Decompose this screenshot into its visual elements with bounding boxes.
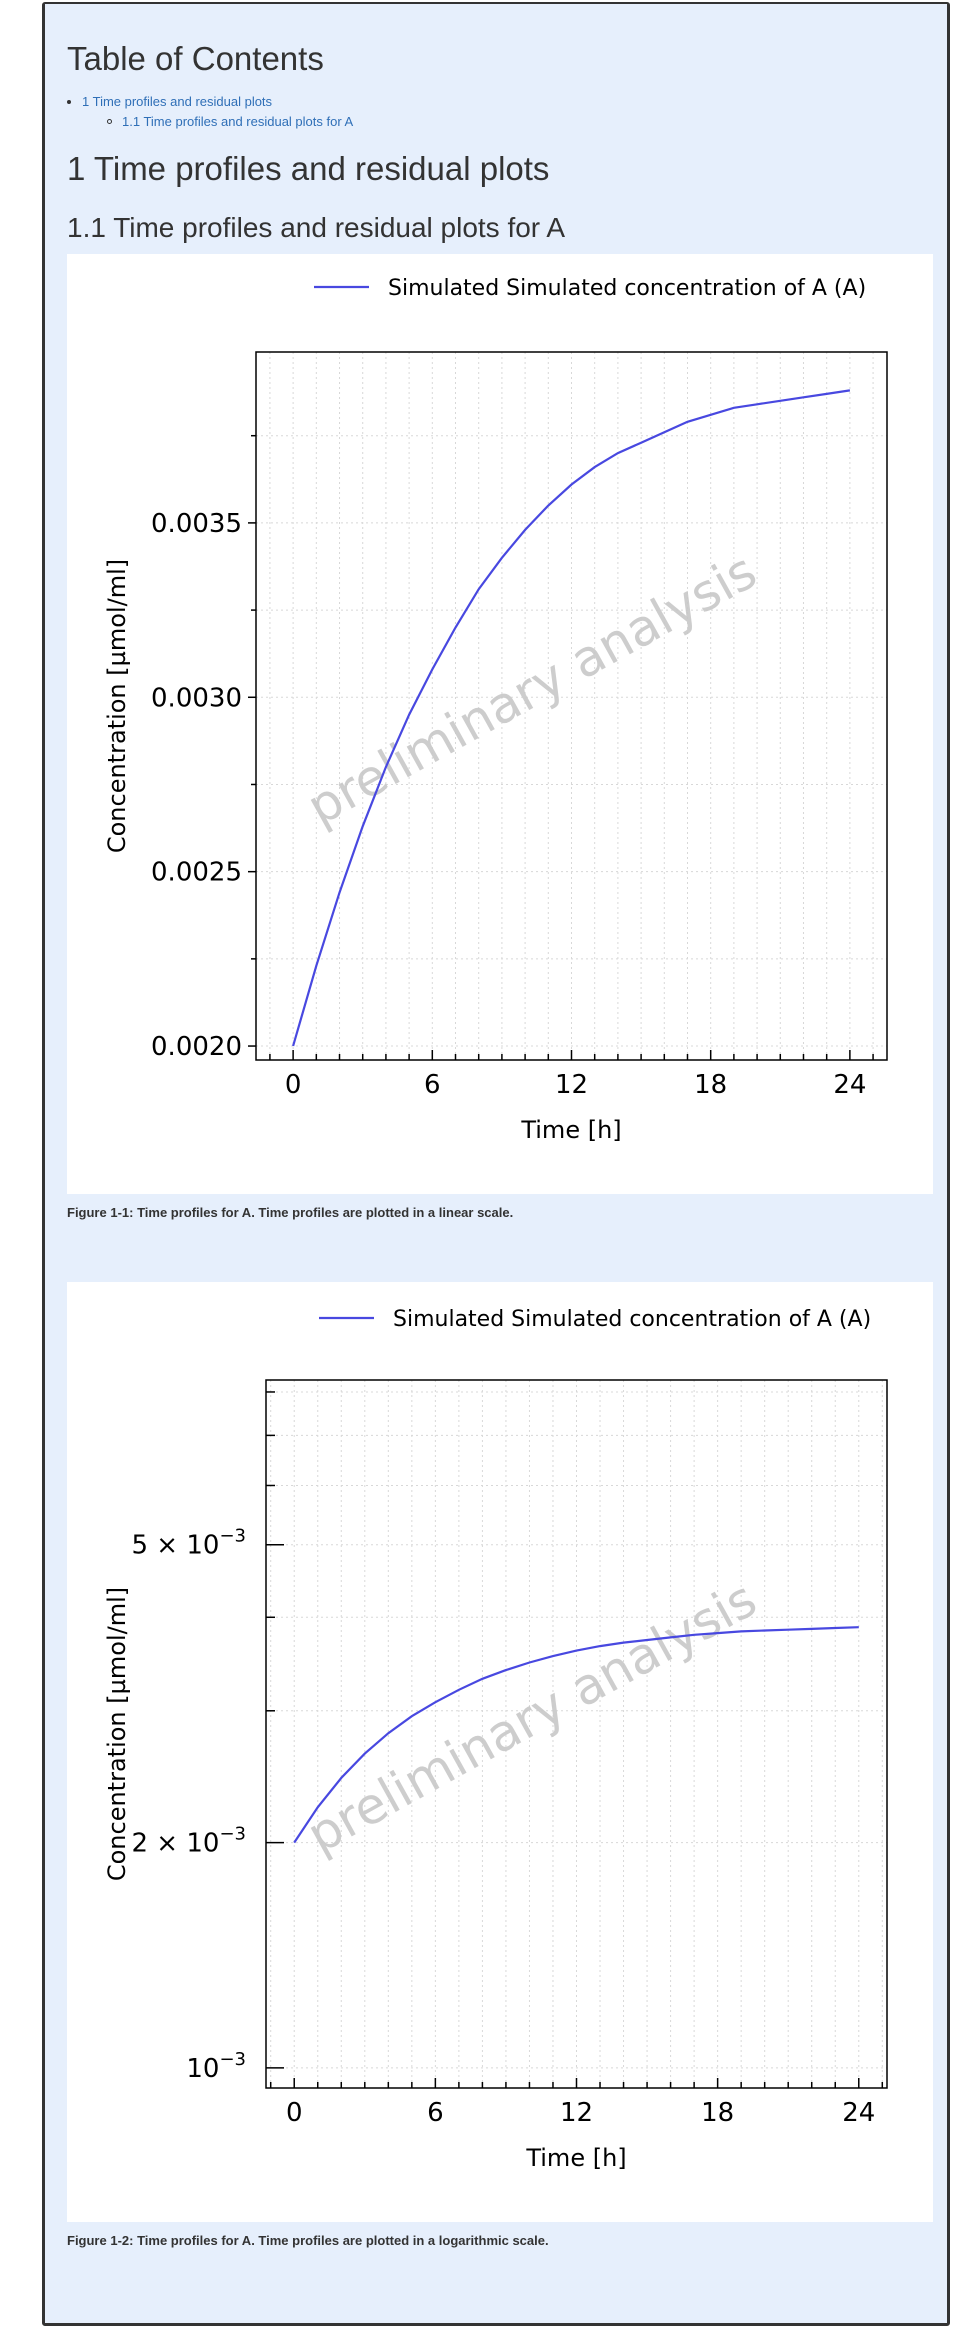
chart1-watermark: preliminary analysis xyxy=(297,1569,766,1865)
section-title: 1 Time profiles and residual plots xyxy=(67,150,550,187)
log-time-profile-chart xyxy=(67,1282,933,2222)
figure-2-box xyxy=(67,1282,933,2222)
toc-link-section-1-1[interactable]: 1.1 Time profiles and residual plots for A xyxy=(122,114,354,129)
chart0-y-axis-label: Concentration [µmol/ml] xyxy=(103,558,131,854)
chart1-y-tick-label: $2 \times 10^{-3}$ xyxy=(131,1823,246,1859)
toc-title: Table of Contents xyxy=(67,40,324,77)
figure-1-caption: Figure 1-1: Time profiles for A. Time profiles are plotted in a linear scale. xyxy=(67,1205,514,1220)
figure-1-box xyxy=(67,254,933,1194)
chart0-x-tick-label: 24 xyxy=(833,1070,867,1100)
chart0-watermark: preliminary analysis xyxy=(297,541,766,837)
chart0-x-tick-label: 0 xyxy=(284,1070,302,1100)
chart0-y-tick-label: 0.0035 xyxy=(151,508,242,539)
chart0-y-tick-label: 0.0020 xyxy=(151,1032,242,1063)
subsection-title: 1.1 Time profiles and residual plots for A xyxy=(67,212,566,243)
chart1-x-tick-label: 12 xyxy=(559,2098,594,2128)
chart0-x-tick-label: 6 xyxy=(424,1070,441,1100)
toc-bullet-icon xyxy=(67,100,71,104)
toc-link-section-1[interactable]: 1 Time profiles and residual plots xyxy=(82,94,273,109)
chart1-legend-label: Simulated Simulated concentration of A (A) xyxy=(393,1307,872,1332)
chart1-y-tick-label: $5 \times 10^{-3}$ xyxy=(131,1525,246,1561)
chart1-x-tick-label: 24 xyxy=(842,2098,876,2128)
chart0-x-axis-label: Time [h] xyxy=(521,1116,622,1144)
chart1-x-tick-label: 0 xyxy=(285,2098,303,2128)
toc-bullet-icon xyxy=(107,119,112,124)
chart1-x-axis-label: Time [h] xyxy=(526,2144,627,2172)
chart0-y-tick-label: 0.0025 xyxy=(151,857,242,888)
chart0-x-tick-label: 12 xyxy=(554,1070,589,1100)
chart0-legend-label: Simulated Simulated concentration of A (A) xyxy=(388,276,867,301)
chart1-y-tick-label: $10^{-3}$ xyxy=(186,2048,246,2084)
chart1-y-axis-label: Concentration [µmol/ml] xyxy=(103,1586,131,1882)
chart0-x-tick-label: 18 xyxy=(694,1070,728,1100)
chart0-y-tick-label: 0.0030 xyxy=(151,683,242,714)
report-page xyxy=(42,2,950,2326)
figure-2-caption: Figure 1-2: Time profiles for A. Time profiles are plotted in a logarithmic scale. xyxy=(67,2233,549,2248)
chart1-x-tick-label: 18 xyxy=(701,2098,735,2128)
linear-time-profile-chart xyxy=(67,254,933,1194)
chart1-x-tick-label: 6 xyxy=(427,2098,444,2128)
